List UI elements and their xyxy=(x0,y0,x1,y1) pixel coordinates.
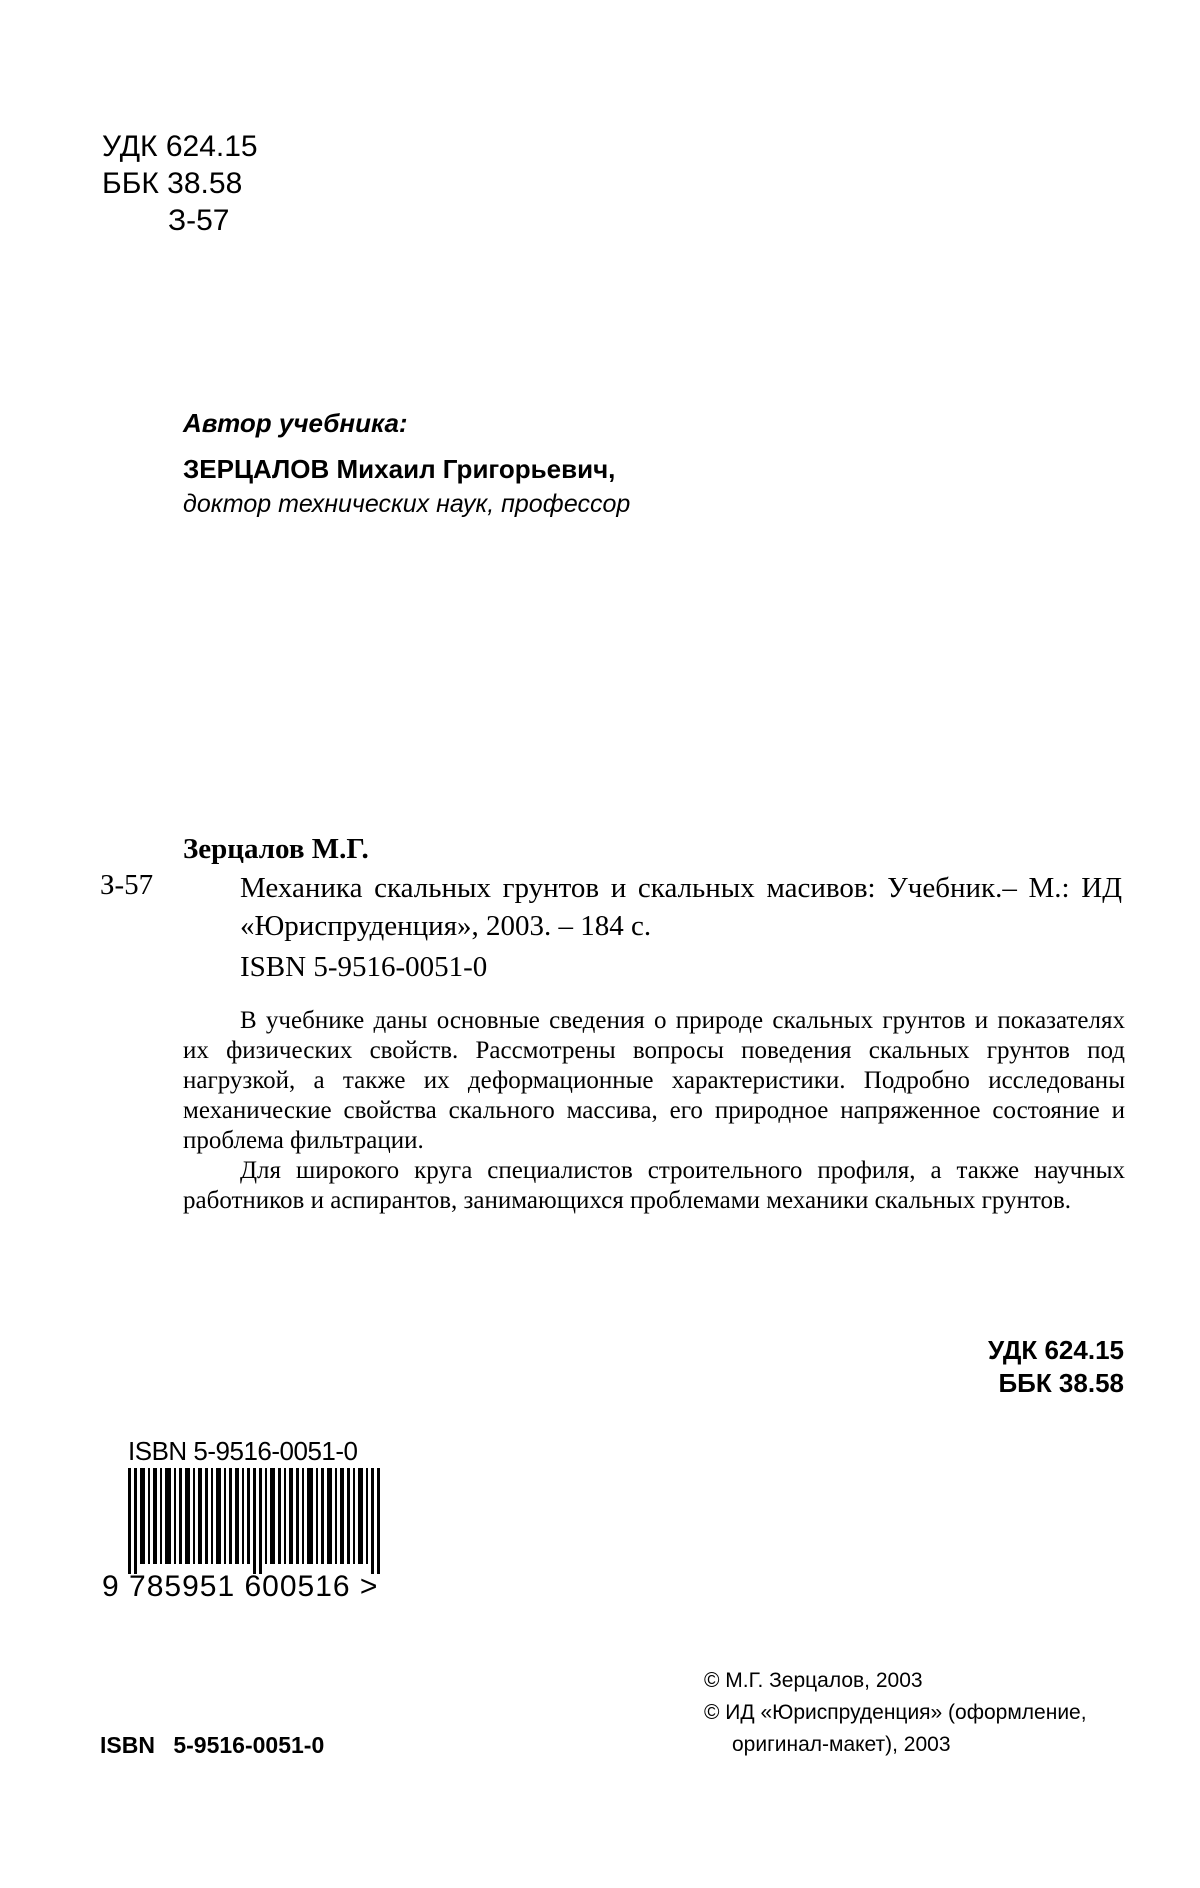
copyright-publisher-cont: оригинал-макет), 2003 xyxy=(732,1733,951,1756)
barcode-isbn-label: ISBN 5-9516-0051-0 xyxy=(128,1436,358,1466)
author-label: Автор учебника: xyxy=(183,408,408,438)
isbn-bottom: ISBN 5-9516-0051-0 xyxy=(100,1732,325,1758)
annotation-paragraph-2: Для широкого круга специалистов строительного профиля, а также научных работников и аспирантов, занимающихся проблемами механики скальных грунтов. xyxy=(183,1157,1125,1214)
bbk-code-right: ББК 38.58 xyxy=(998,1368,1124,1398)
udk-code-right: УДК 624.15 xyxy=(988,1335,1124,1365)
author-title: доктор технических наук, профессор xyxy=(183,490,631,518)
top-classification xyxy=(102,128,258,239)
annotation xyxy=(183,1006,1125,1216)
bbk-code: ББК 38.58 xyxy=(102,167,243,200)
annotation-paragraph-1: В учебнике даны основные сведения о природе скальных грунтов и показателях их физических свойств. Рассмотрены вопросы поведения скальных грунтов под нагрузкой, а также их деформационные характеристики. Подробно исследованы механические свойства скального массива, его природное напряженное состояние и проблема фильтрации. xyxy=(183,1007,1125,1154)
copyright-author: © М.Г. Зерцалов, 2003 xyxy=(704,1669,923,1692)
bibliography-title: Механика скальных грунтов и скальных масивов: Учебник.– М.: ИД «Юриспруденция», 2003. – 184 с. xyxy=(240,872,1122,942)
isbn-barcode xyxy=(102,1436,402,1606)
barcode-bars-icon xyxy=(128,1468,388,1574)
bibliography-isbn: ISBN 5-9516-0051-0 xyxy=(240,951,488,983)
bibliography-author: Зерцалов М.Г. xyxy=(183,833,369,865)
udk-code: УДК 624.15 xyxy=(102,130,258,163)
copyright-block xyxy=(704,1665,1144,1761)
author-name: ЗЕРЦАЛОВ Михаил Григорьевич, xyxy=(183,454,616,484)
right-classification xyxy=(988,1334,1124,1400)
author-mark-code: З-57 xyxy=(168,204,230,237)
bibliography-code: З-57 xyxy=(100,869,154,901)
copyright-publisher: © ИД «Юриспруденция» (оформление, xyxy=(704,1701,1087,1724)
barcode-digits: 9 785951 600516 > xyxy=(102,1570,379,1603)
